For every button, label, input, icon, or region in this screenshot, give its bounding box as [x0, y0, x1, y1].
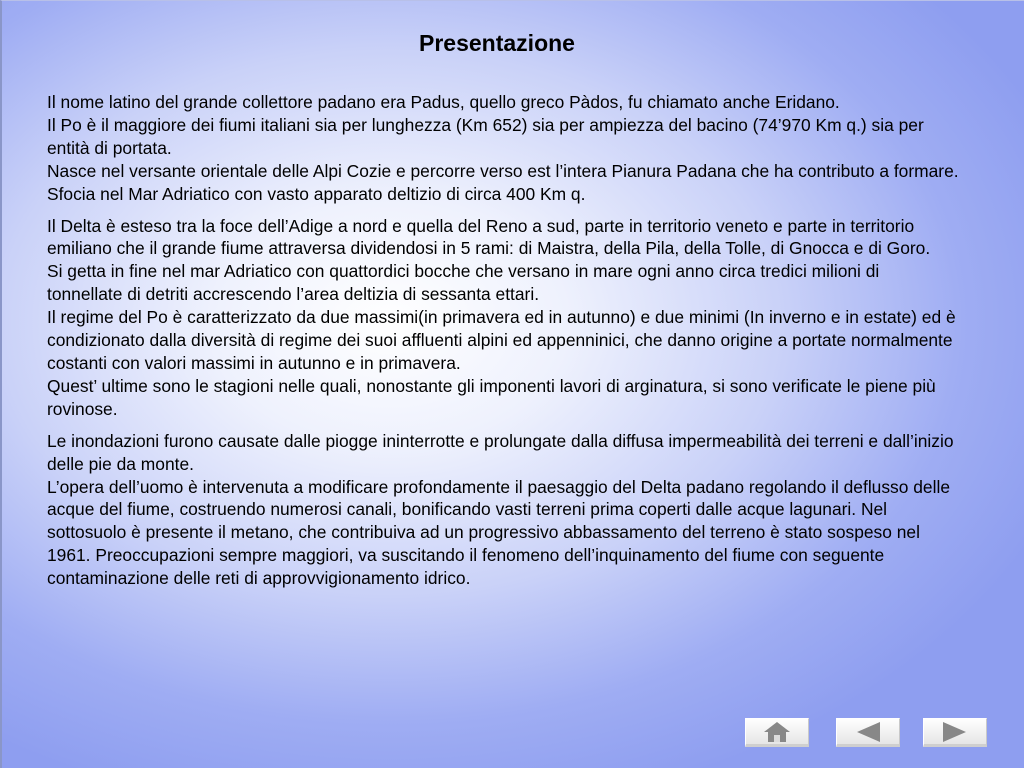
back-button[interactable]: [836, 718, 900, 747]
forward-arrow-icon: [940, 721, 970, 743]
slide-body: [47, 91, 959, 599]
paragraph-delta: [47, 215, 959, 421]
next-button[interactable]: [923, 718, 987, 747]
page-title: Presentazione: [419, 30, 575, 56]
back-arrow-icon: [853, 721, 883, 743]
paragraph-floods: [47, 430, 959, 590]
text-line: Il Delta è esteso tra la foce dell’Adige a nord e quella del Reno a sud, parte in territorio veneto e parte in territorio emiliano che il grande fiume attraversa dividendosi in 5 rami: di Maistra, della Pila, della Tolle, di Gnocca e di Goro.: [47, 215, 931, 259]
text-line: Le inondazioni furono causate dalle piogge ininterrotte e prolungate dalla diffusa impermeabilità dei terreni e dall’inizio delle pie da monte.: [47, 430, 954, 474]
text-line: Quest’ ultime sono le stagioni nelle quali, nonostante gli imponenti lavori di arginatura, si sono verificate le piene più rovinose.: [47, 375, 936, 419]
text-line: L’opera dell’uomo è intervenuta a modificare profondamente il paesaggio del Delta padano regolando il deflusso delle acque del fiume, costruendo numerosi canali, bonificando vasti terreni prima coperti dalle acque lagunari. Nel sottosuolo è presente il metano, che contribuiva ad un progressivo abbassamento del terreno è stato sospeso nel 1961. Preoccupazioni sempre maggiori, va suscitando il fenomeno dell’inquinamento del fiume con seguente contaminazione delle reti di approvvigionamento idrico.: [47, 476, 950, 589]
text-line: Nasce nel versante orientale delle Alpi Cozie e percorre verso est l’intera Pianura Padana che ha contributo a formare. Sfocia nel Mar Adriatico con vasto apparato deltizio di circa 400 Km q.: [47, 160, 959, 204]
paragraph-origin: [47, 91, 959, 206]
text-line: Il Po è il maggiore dei fiumi italiani sia per lunghezza (Km 652) sia per ampiezza del bacino (74’970 Km q.) sia per entità di portata.: [47, 114, 924, 158]
text-line: Il regime del Po è caratterizzato da due massimi(in primavera ed in autunno) e due minimi (In inverno e in estate) ed è condizionato dalla diversità di regime dei suoi affluenti alpini ed appenninici, che danno origine a portate normalmente costanti con valori massimi in autunno e in primavera.: [47, 307, 956, 373]
home-icon: [762, 721, 792, 743]
home-button[interactable]: [745, 718, 809, 747]
text-line: Il nome latino del grande collettore padano era Padus, quello greco Pàdos, fu chiamato anche Eridano.: [47, 92, 840, 112]
text-line: Si getta in fine nel mar Adriatico con quattordici bocche che versano in mare ogni anno circa tredici milioni di tonnellate di detriti accrescendo l’area deltizia di sessanta ettari.: [47, 261, 880, 305]
